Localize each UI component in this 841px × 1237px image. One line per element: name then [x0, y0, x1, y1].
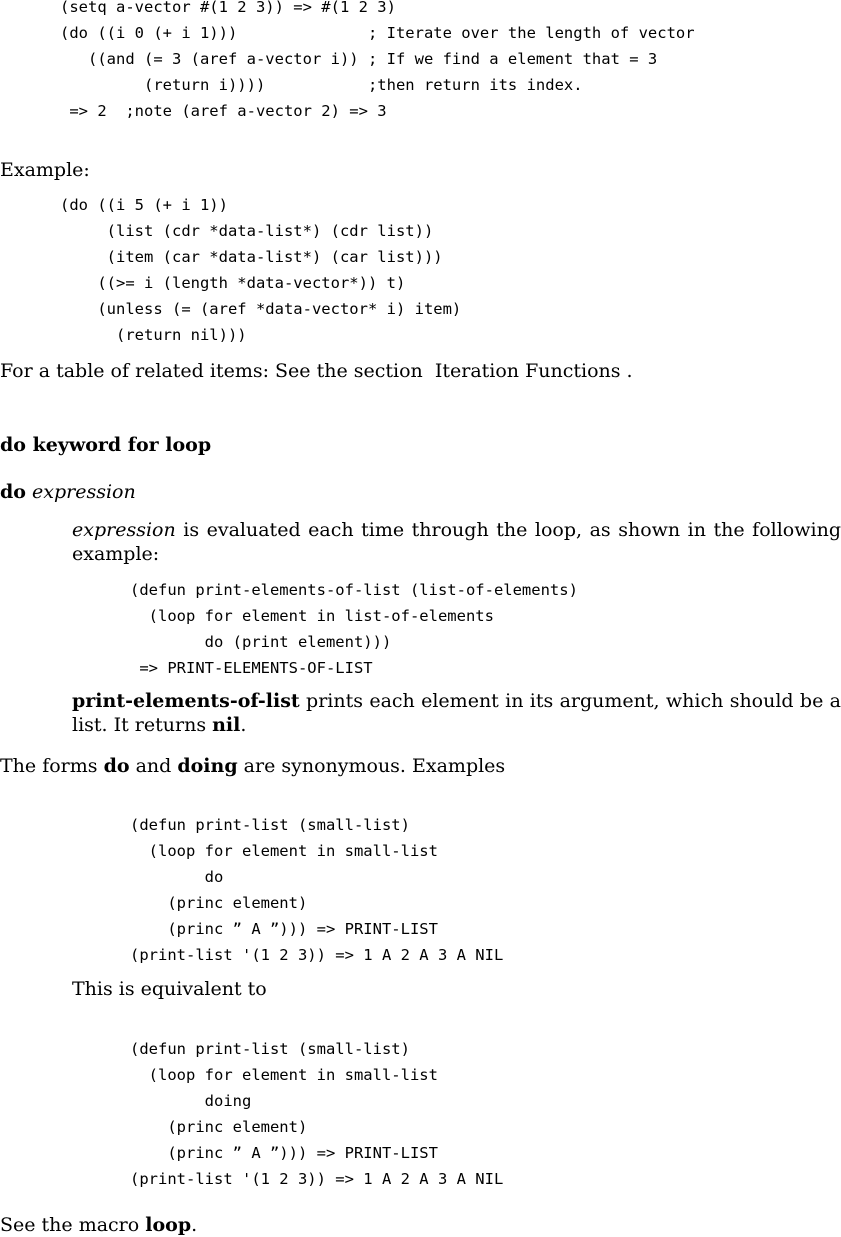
prints-end: . — [240, 714, 247, 736]
synonym-form-doing: doing — [177, 755, 238, 777]
syntax-argument: expression — [32, 481, 136, 503]
synonym-pre: The forms — [0, 755, 104, 777]
code-line: doing — [130, 1092, 252, 1110]
code-line: (defun print-elements-of-list (list-of-elements) — [130, 581, 578, 599]
code-line: (defun print-list (small-list) — [130, 1040, 410, 1058]
code-line: (return i)))) ;then return its index. — [60, 76, 583, 94]
code-line: (princ element) — [130, 1118, 308, 1136]
example-label: Example: — [0, 159, 90, 181]
code-line: do — [130, 868, 224, 886]
function-name: print-elements-of-list — [72, 690, 300, 712]
description-paragraph — [72, 518, 841, 566]
code-line: (princ element) — [130, 894, 308, 912]
code-line: ((and (= 3 (aref a-vector i)) ; If we find a element that = 3 — [60, 50, 658, 68]
see-macro-pre: See the macro — [0, 1214, 146, 1236]
code-line: (setq a-vector #(1 2 3)) => #(1 2 3) — [60, 0, 396, 16]
related-items-text: For a table of related items: See the section Iteration Functions . — [0, 360, 633, 382]
code-line: ((>= i (length *data-vector*)) t) — [60, 274, 406, 292]
code-line: (loop for element in list-of-elements — [130, 607, 494, 625]
section-heading — [0, 433, 211, 457]
code-line: (loop for element in small-list — [130, 842, 438, 860]
code-line: do (print element))) — [130, 633, 392, 651]
description-term: expression — [72, 519, 176, 541]
code-line: (princ ” A ”))) => PRINT-LIST — [130, 920, 438, 938]
macro-name: loop — [145, 1214, 192, 1236]
prints-paragraph — [72, 689, 841, 737]
code-line: (print-list '(1 2 3)) => 1 A 2 A 3 A NIL — [130, 1170, 504, 1188]
section-heading-text: do keyword for loop — [0, 434, 212, 456]
synonym-sentence — [0, 754, 505, 778]
code-line: (print-list '(1 2 3)) => 1 A 2 A 3 A NIL — [130, 946, 504, 964]
code-line: => 2 ;note (aref a-vector 2) => 3 — [60, 102, 387, 120]
code-line: => PRINT-ELEMENTS-OF-LIST — [130, 659, 373, 677]
code-line: (item (car *data-list*) (car list))) — [60, 248, 443, 266]
code-line: (list (cdr *data-list*) (cdr list)) — [60, 222, 434, 240]
synonym-and: and — [129, 755, 178, 777]
equivalent-text: This is equivalent to — [72, 978, 267, 1000]
code-line: (do ((i 5 (+ i 1)) — [60, 196, 228, 214]
return-value: nil — [212, 714, 241, 736]
synonym-form-do: do — [103, 755, 130, 777]
see-macro-post: . — [191, 1214, 198, 1236]
code-line: (unless (= (aref *data-vector* i) item) — [60, 300, 462, 318]
code-line: (defun print-list (small-list) — [130, 816, 410, 834]
prints-text: prints each element in its argument, which should be a list. It returns — [72, 690, 841, 736]
code-line: (do ((i 0 (+ i 1))) ; Iterate over the length of vector — [60, 24, 695, 42]
synonym-post: are synonymous. Examples — [237, 755, 506, 777]
code-line: (princ ” A ”))) => PRINT-LIST — [130, 1144, 438, 1162]
see-macro-line — [0, 1213, 197, 1237]
syntax-keyword: do — [0, 481, 26, 503]
code-line: (loop for element in small-list — [130, 1066, 438, 1084]
syntax-line — [0, 480, 136, 504]
code-line: (return nil))) — [60, 326, 247, 344]
description-text: is evaluated each time through the loop, as shown in the following example: — [72, 519, 841, 565]
